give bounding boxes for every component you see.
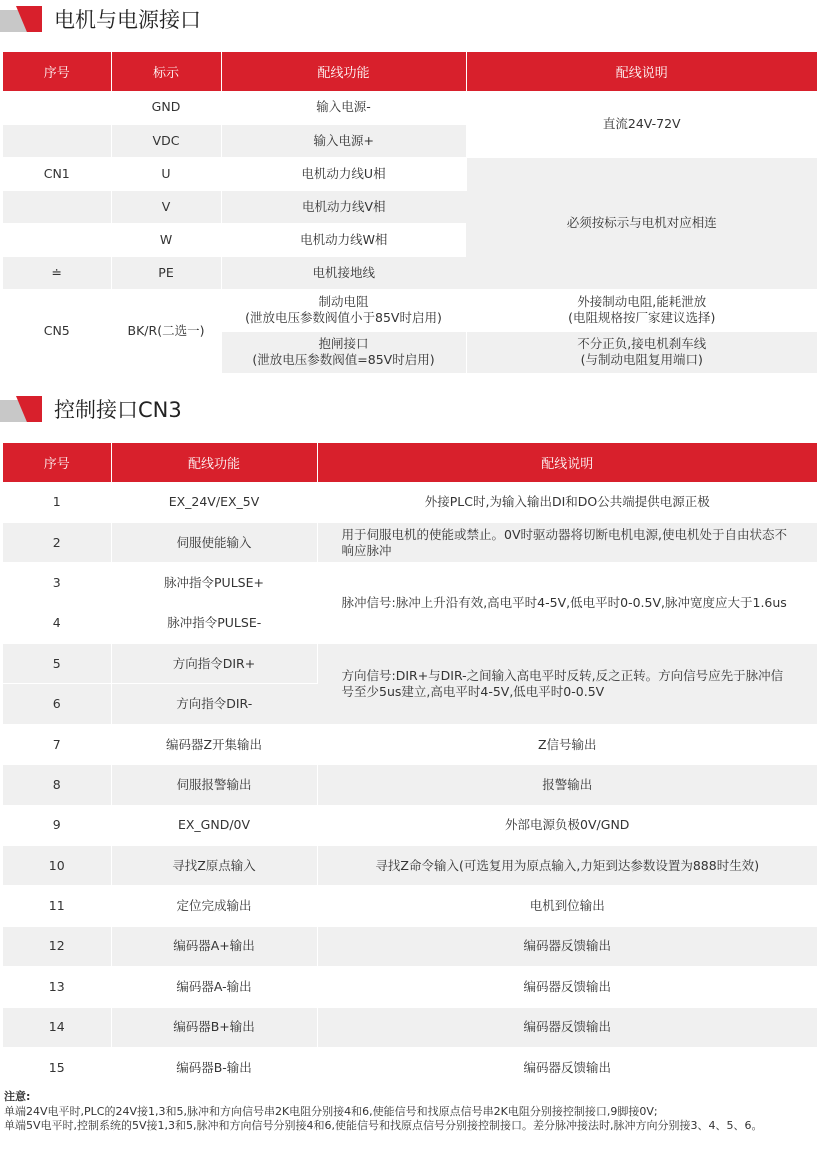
description-cell: 外部电源负极0V/GND — [317, 805, 817, 845]
description-cell: 寻找Z命令输入(可选复用为原点输入,力矩到达参数设置为888时生效) — [317, 846, 817, 886]
function-cell: 脉冲指令PULSE+ — [111, 563, 317, 603]
description-cell: 外接制动电阻,能耗泄放 (电阻规格按厂家建议选择) — [466, 289, 817, 331]
number-cell: 3 — [3, 563, 111, 603]
ground-icon: ≐ — [3, 256, 111, 289]
mark-cell: GND — [111, 91, 221, 124]
header-cell: 序号 — [3, 443, 111, 482]
mark-cell: VDC — [111, 124, 221, 157]
function-cell: EX_24V/EX_5V — [111, 482, 317, 522]
function-cell: 伺服报警输出 — [111, 765, 317, 805]
header-cell: 标示 — [111, 52, 221, 91]
function-cell: 方向指令DIR+ — [111, 644, 317, 684]
description-cell: 编码器反馈输出 — [317, 1047, 817, 1087]
table-row — [3, 644, 817, 684]
table-row — [3, 522, 817, 562]
header-cell: 配线说明 — [317, 443, 817, 482]
description-cell: 报警输出 — [317, 765, 817, 805]
description-cell: 必须按标示与电机对应相连 — [466, 157, 817, 289]
number-cell: 14 — [3, 1007, 111, 1047]
table-row — [3, 157, 817, 190]
table-row — [3, 724, 817, 764]
table-row — [3, 1047, 817, 1087]
function-cell: 编码器A+输出 — [111, 926, 317, 966]
table-row — [3, 967, 817, 1007]
section-marker-icon — [0, 6, 44, 32]
description-cell: 外接PLC时,为输入输出DI和DO公共端提供电源正极 — [317, 482, 817, 522]
table-row — [3, 846, 817, 886]
table-header-row — [3, 443, 817, 482]
description-cell: 电机到位输出 — [317, 886, 817, 926]
mark-cell: BK/R(二选一) — [111, 289, 221, 373]
section-title: 电机与电源接口 — [54, 8, 201, 32]
function-cell: 编码器A-输出 — [111, 967, 317, 1007]
header-cell: 配线功能 — [111, 443, 317, 482]
function-cell: 电机动力线V相 — [221, 190, 466, 223]
notes — [4, 1090, 763, 1134]
function-cell: 制动电阻 (泄放电压参数阀值小于85V时启用) — [221, 289, 466, 331]
table-row — [3, 926, 817, 966]
description-cell: 编码器反馈输出 — [317, 926, 817, 966]
section-title: 控制接口CN3 — [54, 398, 182, 422]
number-cell: 11 — [3, 886, 111, 926]
table-row — [3, 482, 817, 522]
table-row — [3, 765, 817, 805]
function-cell: EX_GND/0V — [111, 805, 317, 845]
number-cell: 9 — [3, 805, 111, 845]
table-row — [3, 805, 817, 845]
section-header-power — [0, 4, 201, 34]
description-cell: 不分正负,接电机刹车线 (与制动电阻复用端口) — [466, 331, 817, 373]
function-cell: 输入电源- — [221, 91, 466, 124]
number-cell: 12 — [3, 926, 111, 966]
number-cell: 8 — [3, 765, 111, 805]
number-cell: 10 — [3, 846, 111, 886]
table-header-row — [3, 52, 817, 91]
function-cell: 编码器B-输出 — [111, 1047, 317, 1087]
function-cell: 脉冲指令PULSE- — [111, 603, 317, 643]
description-cell: 方向信号:DIR+与DIR-之间输入高电平时反转,反之正转。方向信号应先于脉冲信号至少5us建立,高电平时4-5V,低电平时0-0.5V — [317, 644, 817, 725]
function-cell: 电机动力线W相 — [221, 223, 466, 256]
function-cell: 电机接地线 — [221, 256, 466, 289]
notes-line: 单端24V电平时,PLC的24V接1,3和5,脉冲和方向信号串2K电阻分别接4和6,使能信号和找原点信号串2K电阻分别接控制接口,9脚接0V; — [4, 1104, 658, 1118]
number-cell: 2 — [3, 522, 111, 562]
description-cell: 直流24V-72V — [466, 91, 817, 157]
number-cell: 13 — [3, 967, 111, 1007]
header-cell: 序号 — [3, 52, 111, 91]
section-marker-icon — [0, 396, 44, 422]
header-cell: 配线功能 — [221, 52, 466, 91]
table-row — [3, 289, 817, 331]
power-interface-table — [3, 52, 817, 374]
header-cell: 配线说明 — [466, 52, 817, 91]
description-cell: 编码器反馈输出 — [317, 967, 817, 1007]
mark-cell: V — [111, 190, 221, 223]
notes-heading: 注意: — [4, 1090, 31, 1103]
connector-cell: CN1 — [3, 157, 111, 190]
function-cell: 编码器Z开集输出 — [111, 724, 317, 764]
table-row — [3, 1007, 817, 1047]
function-cell: 伺服使能输入 — [111, 522, 317, 562]
number-cell: 15 — [3, 1047, 111, 1087]
description-cell: 用于伺服电机的使能或禁止。0V时驱动器将切断电机电源,使电机处于自由状态不响应脉冲 — [317, 522, 817, 562]
connector-cell: CN5 — [3, 289, 111, 373]
mark-cell: PE — [111, 256, 221, 289]
table-row — [3, 886, 817, 926]
number-cell: 5 — [3, 644, 111, 684]
mark-cell: W — [111, 223, 221, 256]
control-interface-table — [3, 443, 817, 1088]
table-row — [3, 563, 817, 603]
description-cell: 编码器反馈输出 — [317, 1007, 817, 1047]
mark-cell: U — [111, 157, 221, 190]
function-cell: 输入电源+ — [221, 124, 466, 157]
table-row — [3, 91, 817, 124]
notes-line: 单端5V电平时,控制系统的5V接1,3和5,脉冲和方向信号分别接4和6,使能信号和找原点信号分别接控制接口。差分脉冲接法时,脉冲方向分别接3、4、5、6。 — [4, 1119, 763, 1132]
description-cell: Z信号输出 — [317, 724, 817, 764]
function-cell: 抱闸接口 (泄放电压参数阀值=85V时启用) — [221, 331, 466, 373]
function-cell: 定位完成输出 — [111, 886, 317, 926]
number-cell: 4 — [3, 603, 111, 643]
function-cell: 编码器B+输出 — [111, 1007, 317, 1047]
section-header-cn3 — [0, 394, 182, 424]
function-cell: 寻找Z原点输入 — [111, 846, 317, 886]
function-cell: 方向指令DIR- — [111, 684, 317, 724]
function-cell: 电机动力线U相 — [221, 157, 466, 190]
number-cell: 1 — [3, 482, 111, 522]
number-cell: 7 — [3, 724, 111, 764]
description-cell: 脉冲信号:脉冲上升沿有效,高电平时4-5V,低电平时0-0.5V,脉冲宽度应大于1.6us — [317, 563, 817, 644]
number-cell: 6 — [3, 684, 111, 724]
